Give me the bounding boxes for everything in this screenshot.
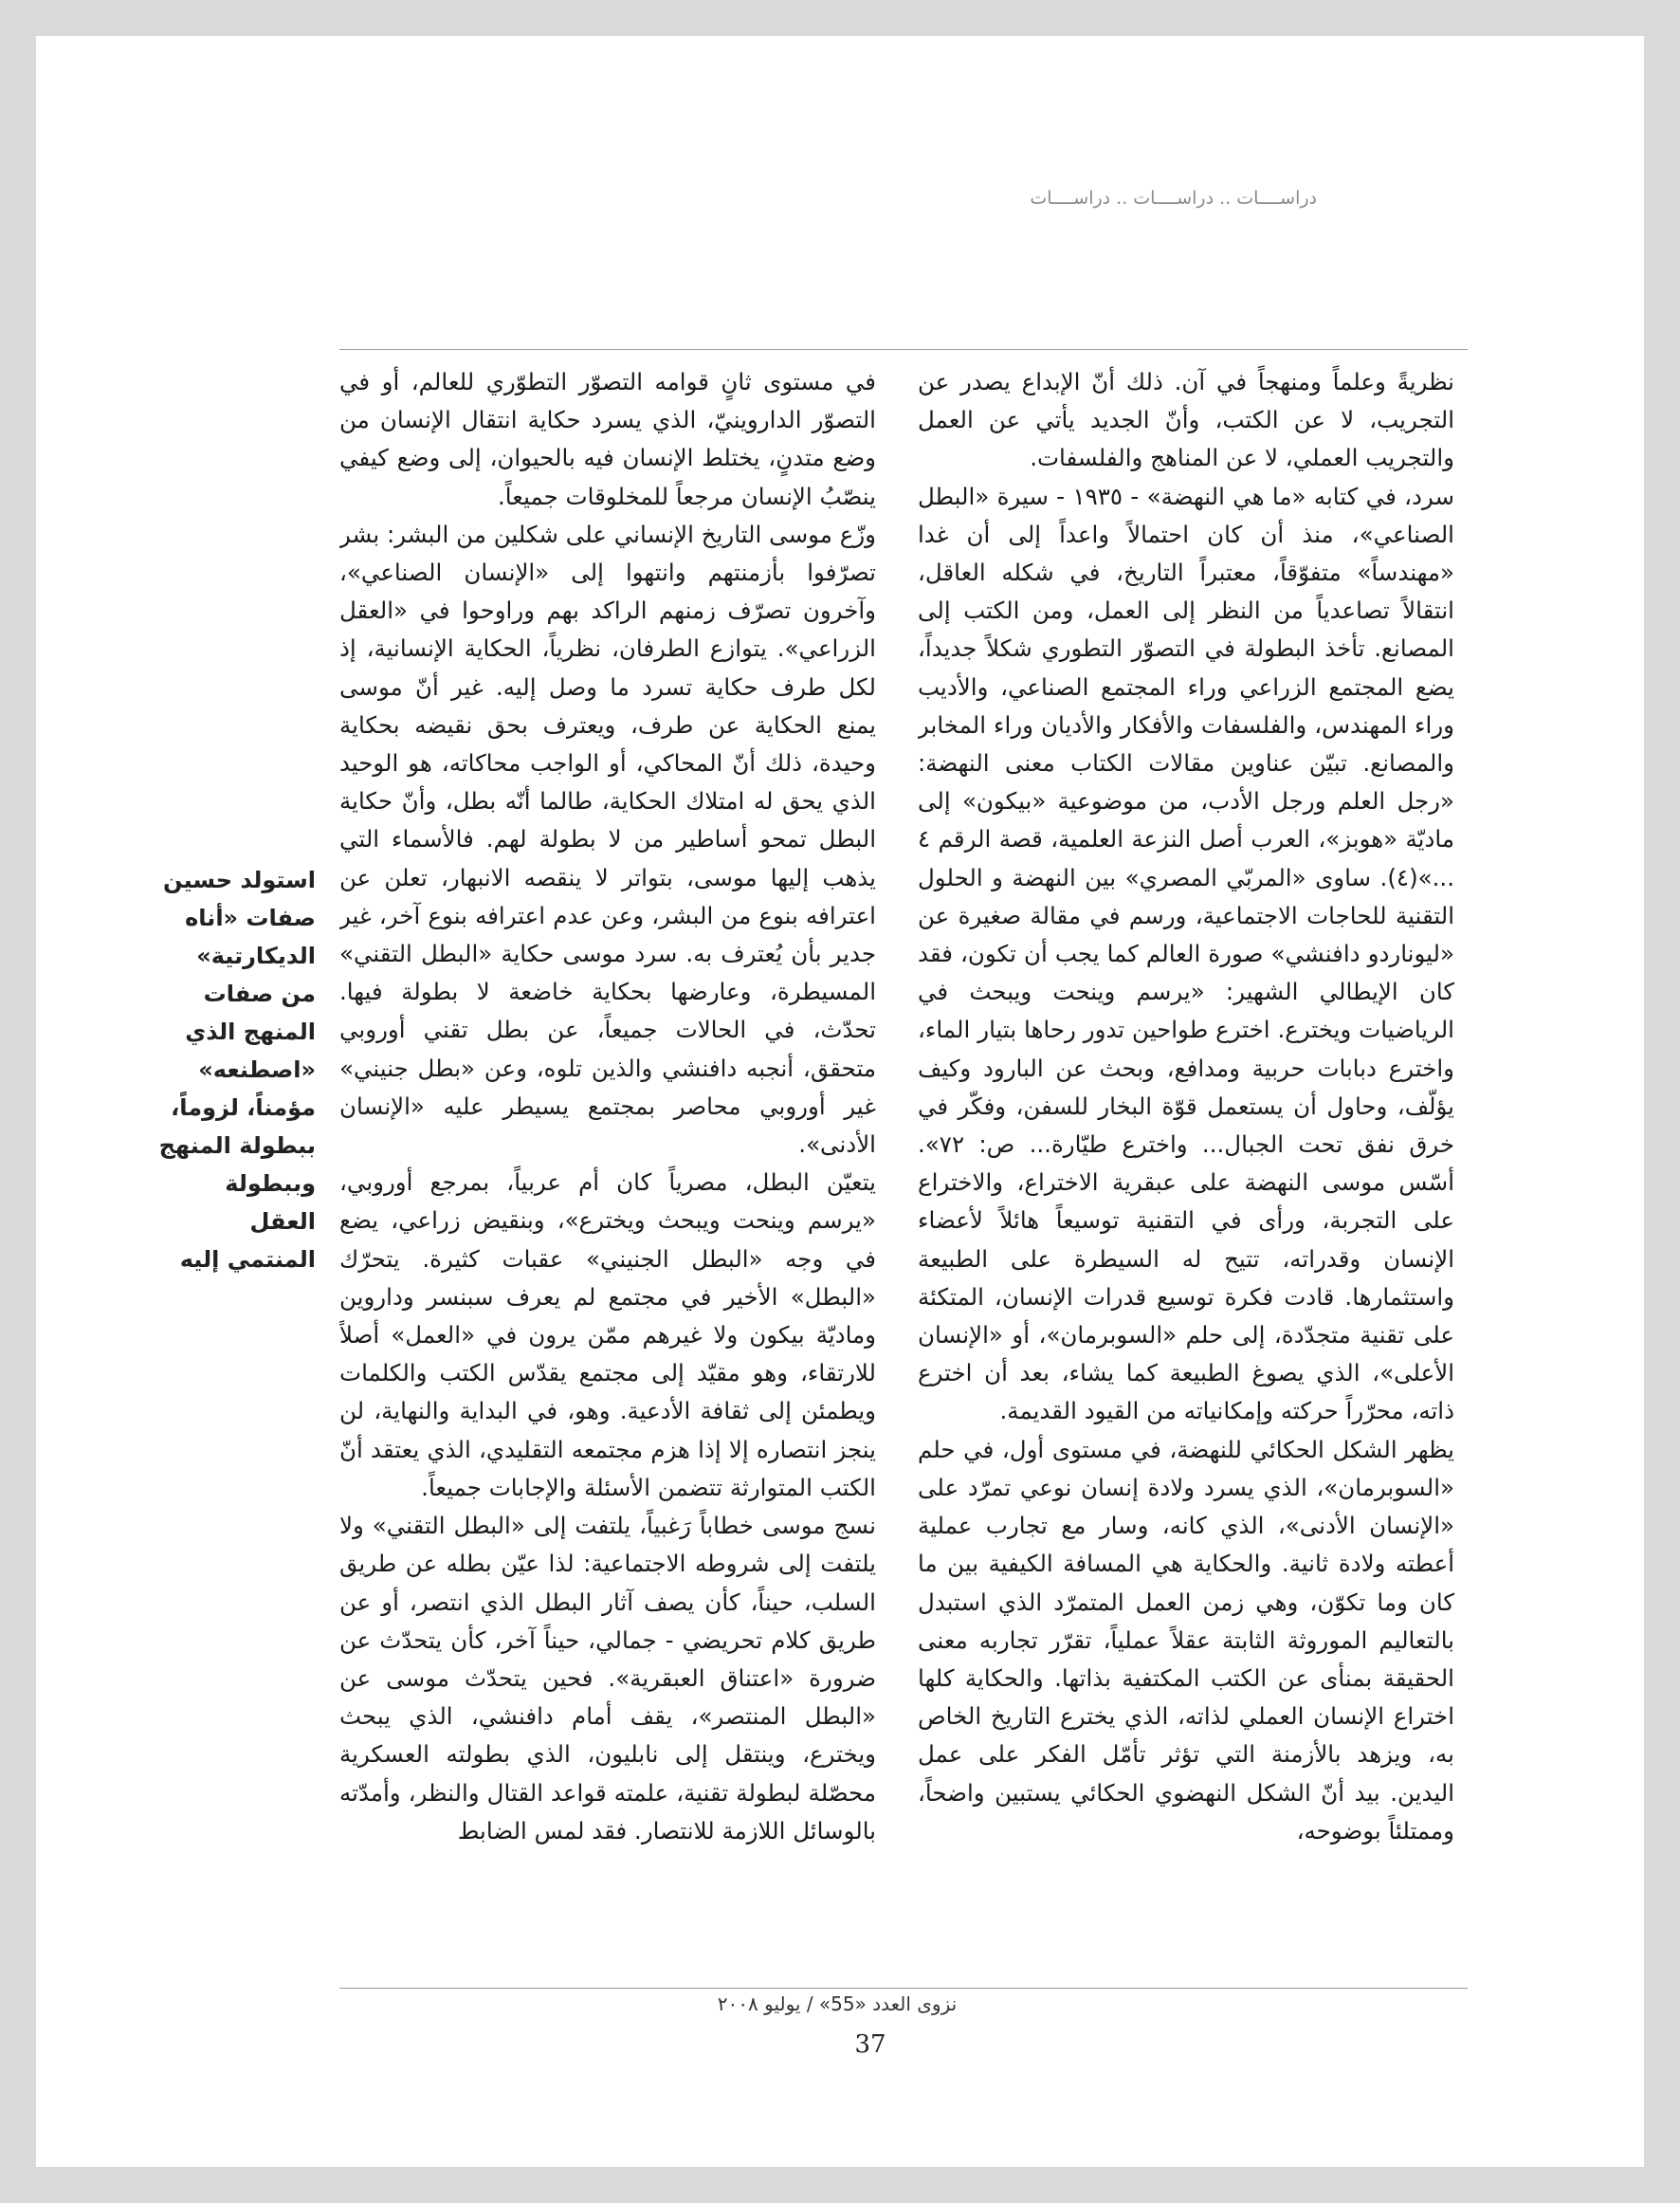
header-rule <box>339 349 1468 350</box>
text-column-right <box>918 363 1454 1975</box>
paragraph: في مستوى ثانٍ قوامه التصوّر التطوّري للعالم، أو في التصوّر الداروينيّ، الذي يسرد حكاية انتقال الإنسان من وضع متدنٍ، يختلط الإنسان فيه بالحيوان، إلى وضع كيفي ينصّبُ الإنسان مرجعاً للمخلوقات جميعاً. <box>339 368 876 510</box>
paragraph: نسج موسى خطاباً رَغبياً، يلتفت إلى «البطل التقني» ولا يلتفت إلى شروطه الاجتماعية: لذا عيّن بطله عن طريق السلب، حيناً، كأن يصف آثار البطل الذي انتصر، أو عن طريق كلام تحريضي - جمالي، حيناً آخر، كأن يتحدّث عن ضرورة «اعتناق العبقرية». فحين يتحدّث موسى عن «البطل المنتصر»، يقف أمام دافنشي، الذي يبحث ويخترع، وينتقل إلى نابليون، الذي بطولته العسكرية محصّلة لبطولة تقنية، علمته قواعد القتال والنظر، وأمدّته بالوسائل اللازمة للانتصار. فقد لمس الضابط <box>339 1512 876 1845</box>
text-column-left <box>339 363 876 1975</box>
magazine-page <box>36 36 1644 2167</box>
pull-quote: استولد حسين صفات «أناه الديكارتية» من صفات المنهج الذي «اصطنعه» مؤمناً، لزوماً، ببطولة المنهج وببطولة العقل المنتمي إليه <box>158 867 316 1273</box>
paragraph: يظهر الشكل الحكائي للنهضة، في مستوى أول، في حلم «السوبرمان»، الذي يسرد ولادة إنسان نوعي تمرّد على «الإنسان الأدنى»، الذي كانه، وسار مع تجارب عملية أعطته ولادة ثانية. والحكاية هي المسافة الكيفية بين ما كان وما تكوّن، وهي زمن العمل المتمرّد الذي استبدل بالتعاليم الموروثة الثابتة عقلاً عملياً، تقرّر تجاربه معنى الحقيقة بمنأى عن الكتب المكتفية بذاتها. والحكاية كلها اختراع الإنسان العملي لذاته، الذي يخترع التاريخ الخاص به، ويزهد بالأزمنة التي تؤثر تأمّل الفكر على عمل اليدين. بيد أنّ الشكل النهضوي الحكائي يستبين واضحاً، وممتلئاً بوضوحه، <box>918 1435 1454 1845</box>
running-header: دراســــات .. دراســــات .. دراســــات <box>1030 188 1317 209</box>
issue-line: نزوى العدد «55» / يوليو ٢٠٠٨ <box>717 1992 958 2015</box>
paragraph: يتعيّن البطل، مصرياً كان أم عربياً، بمرجع أوروبي، «يرسم وينحت ويبحث ويخترع»، وبنقيض زراعي، يضع في وجه «البطل الجنيني» عقبات كثيرة. يتحرّك «البطل» الأخير في مجتمع لم يعرف سبنسر وداروين وماديّة بيكون ولا غيرهم ممّن يرون في «العمل» أصلاً للارتقاء، وهو مقيّد إلى مجتمع يقدّس الكتب والكلمات ويطمئن إلى ثقافة الأدعية. وهو، في البداية والنهاية، لن ينجز انتصاره إلا إذا هزم مجتمعه التقليدي، الذي يعتقد أنّ الكتب المتوارثة تتضمن الأسئلة والإجابات جميعاً. <box>339 1168 876 1501</box>
paragraph: وزّع موسى التاريخ الإنساني على شكلين من البشر: بشر تصرّفوا بأزمنتهم وانتهوا إلى «الإنسان الصناعي»، وآخرون تصرّف زمنهم الراكد بهم وراوحوا في «العقل الزراعي». يتوازع الطرفان، نظرياً، الحكاية الإنسانية، إذ لكل طرف حكاية تسرد ما وصل إليه. غير أنّ موسى يمنع الحكاية عن طرف، ويعترف بحق نقيضه بحكاية وحيدة، ذلك أنّ المحاكي، أو الواجب محاكاته، هو الوحيد الذي يحق له امتلاك الحكاية، طالما أنّه بطل، وأنّ حكاية البطل تمحو أساطير من لا بطولة لهم. فالأسماء التي يذهب إليها موسى، بتواتر لا ينقصه الانبهار، تعلن عن اعترافه بنوع من البشر، وعن عدم اعترافه بنوع آخر، غير جدير بأن يُعترف به. سرد موسى حكاية «البطل التقني» المسيطرة، وعارضها بحكاية خاضعة لا بطولة فيها. تحدّث، في الحالات جميعاً، عن بطل تقني أوروبي متحقق، أنجبه دافنشي والذين تلوه، وعن «بطل جنيني» غير أوروبي محاصر بمجتمع يسيطر عليه «الإنسان الأدنى». <box>339 520 876 1159</box>
paragraph: سرد، في كتابه «ما هي النهضة» - ١٩٣٥ - سيرة «البطل الصناعي»، منذ أن كان احتمالاً واعداً إلى أن غدا «مهندساً» متفوّقاً، معتبراً التاريخ، في شكله العاقل، انتقالاً تصاعدياً من النظر إلى العمل، ومن الكتب إلى المصانع. تأخذ البطولة في التصوّر التطوري شكلاً جديداً، يضع المجتمع الزراعي وراء المجتمع الصناعي، والأديب وراء المهندس، والفلسفات والأفكار والأديان وراء المخابر والمصانع. تبيّن عناوين مقالات الكتاب معنى النهضة: «رجل العلم ورجل الأدب، من موضوعية «بيكون» إلى ماديّة «هوبز»، العرب أصل النزعة العلمية، قصة الرقم ٤ ...»(٤). ساوى «المربّي المصري» بين النهضة و الحلول التقنية للحاجات الاجتماعية، ورسم في مقالة صغيرة عن «ليوناردو دافنشي» صورة العالم كما يجب أن تكون، فقد كان الإيطالي الشهير: «يرسم وينحت ويبحث في الرياضيات ويخترع. اخترع طواحين تدور رحاها بتيار الماء، واخترع دبابات حربية ومدافع، وبحث عن البارود وكيف يؤلّف، وحاول أن يستعمل قوّة البخار للسفن، وفكّر في خرق نفق تحت الجبال... واخترع طيّارة... ص: ٧٢». أسّس موسى النهضة على عبقرية الاختراع، والاختراع على التجربة، ورأى في التقنية توسيعاً هائلاً لأعضاء الإنسان وقدراته، تتيح له السيطرة على الطبيعة واستثمارها. قادت فكرة توسيع قدرات الإنسان، المتكئة على تقنية متجدّدة، إلى حلم «السوبرمان»، أو «الإنسان الأعلى»، الذي يصوغ الطبيعة كما يشاء، بعد أن اخترع ذاته، محرّراً حركته وإمكانياته من القيود القديمة. <box>918 482 1454 1425</box>
page-number: 37 <box>854 2030 886 2059</box>
footer-rule <box>339 1988 1468 1989</box>
paragraph: نظريةً وعلماً ومنهجاً في آن. ذلك أنّ الإبداع يصدر عن التجريب، لا عن الكتب، وأنّ الجديد يأتي عن العمل والتجريب العملي، لا عن المناهج والفلسفات. <box>918 368 1454 472</box>
